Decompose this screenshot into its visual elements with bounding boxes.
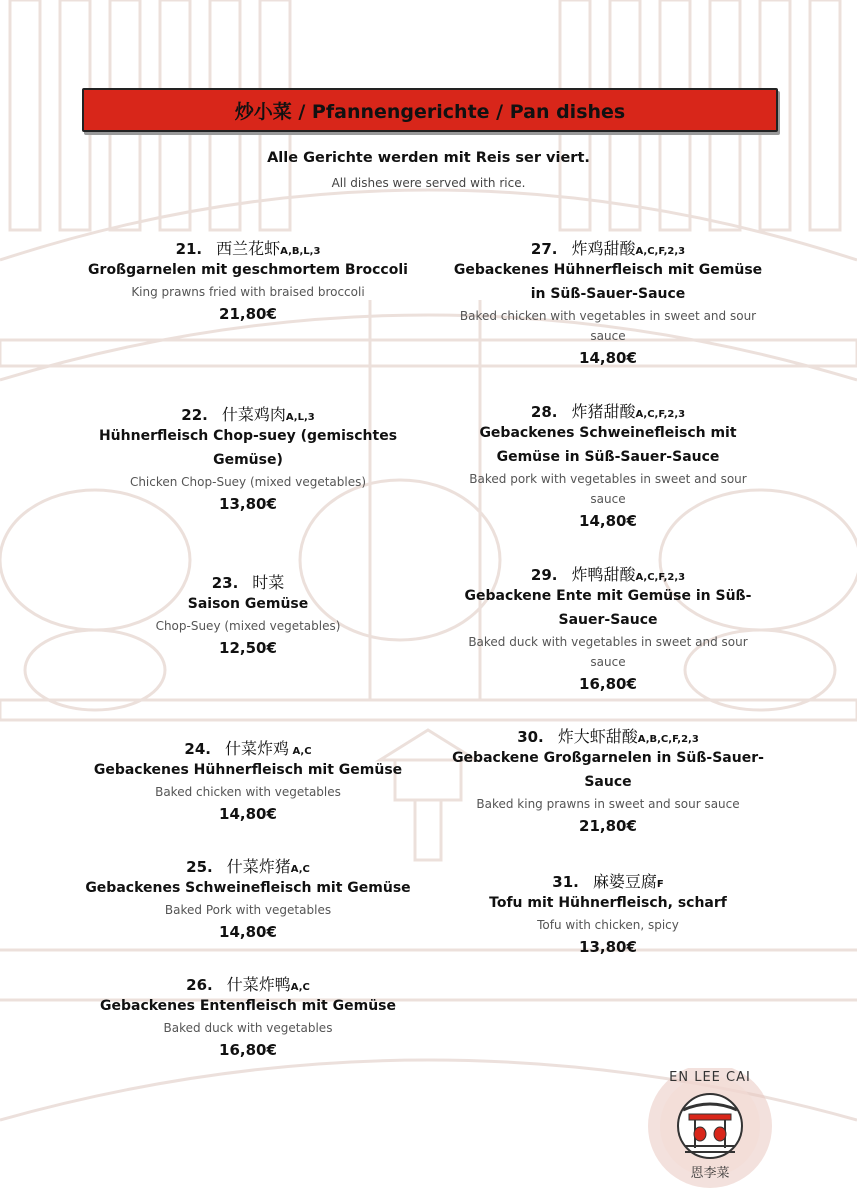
item-price: 13,80€ [579, 938, 637, 956]
item-name-de: Gebackenes Schweinefleisch mit Gemüse [85, 880, 411, 896]
restaurant-logo [643, 1068, 777, 1188]
item-name-en: Chicken Chop-Suey (mixed vegetables) [129, 475, 367, 489]
item-allergens: A,C,F,2,3 [635, 246, 686, 257]
item-name-de: Großgarnelen mit geschmortem Broccoli [88, 262, 408, 278]
logo-wordmark: EN LEE CAI [669, 1070, 751, 1085]
menu-item-28 [450, 399, 766, 533]
menu-item-23 [98, 570, 398, 660]
menu-item-26 [78, 972, 418, 1062]
item-name-cn: 什菜炸鸭 [226, 975, 291, 994]
item-allergens: F [656, 879, 664, 890]
item-name-cn: 西兰花虾 [216, 239, 281, 258]
item-allergens: A,C [290, 982, 310, 993]
item-name-en: Chop-Suey (mixed vegetables) [155, 619, 341, 633]
item-name-de: Gebackenes Schweinefleisch mit Gemüse in Süß-Sauer-Sauce [479, 425, 737, 465]
item-name-de: Gebackenes Hühnerfleisch mit Gemüse [93, 762, 403, 778]
item-allergens: A,L,3 [285, 412, 315, 423]
item-allergens: A,C [289, 746, 312, 757]
item-number: 22. [181, 406, 208, 424]
item-allergens: A,B,L,3 [280, 246, 321, 257]
section-title: 炒小菜 / Pfannengerichte / Pan dishes [234, 100, 626, 123]
item-price: 14,80€ [219, 805, 277, 823]
menu-item-29 [452, 562, 764, 696]
item-name-de: Hühnerfleisch Chop-suey (gemischtes Gemüse) [98, 428, 398, 468]
item-number: 30. [517, 728, 544, 746]
item-name-cn: 炸鸡甜酸 [571, 239, 636, 258]
item-name-cn: 炸猪甜酸 [571, 402, 636, 421]
item-name-en: Baked king prawns in sweet and sour sauce [476, 797, 740, 811]
item-name-en: Baked chicken with vegetables [155, 785, 341, 799]
item-name-cn: 炸鸭甜酸 [571, 565, 636, 584]
rice-note-en: All dishes were served with rice. [331, 176, 526, 190]
item-number: 25. [186, 858, 213, 876]
item-number: 26. [186, 976, 213, 994]
item-name-en: Tofu with chicken, spicy [537, 918, 679, 932]
logo-chinese-name: 恩李菜 [690, 1166, 730, 1181]
item-name-cn: 什菜鸡肉 [221, 405, 286, 424]
rice-note-de: Alle Gerichte werden mit Reis ser viert. [267, 150, 590, 166]
item-name-en: Baked duck with vegetables [163, 1021, 333, 1035]
item-price: 13,80€ [219, 495, 277, 513]
item-allergens: A,B,C,F,2,3 [637, 734, 699, 745]
item-number: 23. [211, 574, 239, 592]
item-name-en: Baked Pork with vegetables [164, 903, 332, 917]
item-name-de: Gebackenes Hühnerfleisch mit Gemüse in Süß-Sauer-Sauce [453, 262, 763, 302]
menu-item-21 [88, 236, 408, 326]
section-banner [82, 88, 778, 132]
menu-item-30 [452, 724, 764, 838]
item-name-en: King prawns fried with braised broccoli [131, 285, 365, 299]
item-name-de: Tofu mit Hühnerfleisch, scharf [489, 895, 727, 911]
item-name-en: Baked duck with vegetables in sweet and sour sauce [468, 635, 748, 669]
item-allergens: A,C,F,2,3 [635, 572, 686, 583]
item-number: 21. [175, 240, 203, 258]
item-allergens: A,C [290, 864, 310, 875]
item-price: 14,80€ [579, 349, 637, 367]
item-name-en: Baked chicken with vegetables in sweet and sour sauce [459, 309, 757, 343]
item-name-cn: 什菜炸猪 [226, 857, 291, 876]
item-price: 16,80€ [219, 1041, 277, 1059]
item-name-cn: 炸大虾甜酸 [557, 727, 638, 746]
item-price: 21,80€ [579, 817, 637, 835]
item-allergens: A,C,F,2,3 [635, 409, 686, 420]
menu-item-24 [88, 736, 408, 826]
item-name-de: Gebackene Ente mit Gemüse in Süß-Sauer-Sauce [464, 588, 752, 628]
item-number: 28. [530, 403, 558, 421]
item-name-cn: 时菜 [252, 573, 285, 592]
item-price: 16,80€ [579, 675, 637, 693]
item-number: 24. [184, 740, 211, 758]
item-name-cn: 麻婆豆腐 [592, 872, 657, 891]
item-name-en: Baked pork with vegetables in sweet and sour sauce [469, 472, 747, 506]
item-price: 12,50€ [219, 639, 277, 657]
item-name-cn: 什菜炸鸡 [225, 739, 290, 758]
item-name-de: Gebackene Großgarnelen in Süß-Sauer-Sauce [452, 750, 764, 790]
item-number: 27. [530, 240, 558, 258]
item-name-de: Saison Gemüse [187, 596, 309, 612]
item-price: 21,80€ [219, 305, 277, 323]
menu-item-27 [450, 236, 766, 370]
item-number: 31. [552, 873, 579, 891]
menu-item-25 [78, 854, 418, 944]
item-price: 14,80€ [579, 512, 637, 530]
item-price: 14,80€ [219, 923, 277, 941]
item-number: 29. [530, 566, 558, 584]
menu-item-22 [98, 402, 398, 516]
item-name-de: Gebackenes Entenfleisch mit Gemüse [99, 998, 396, 1014]
menu-item-31 [462, 869, 754, 959]
